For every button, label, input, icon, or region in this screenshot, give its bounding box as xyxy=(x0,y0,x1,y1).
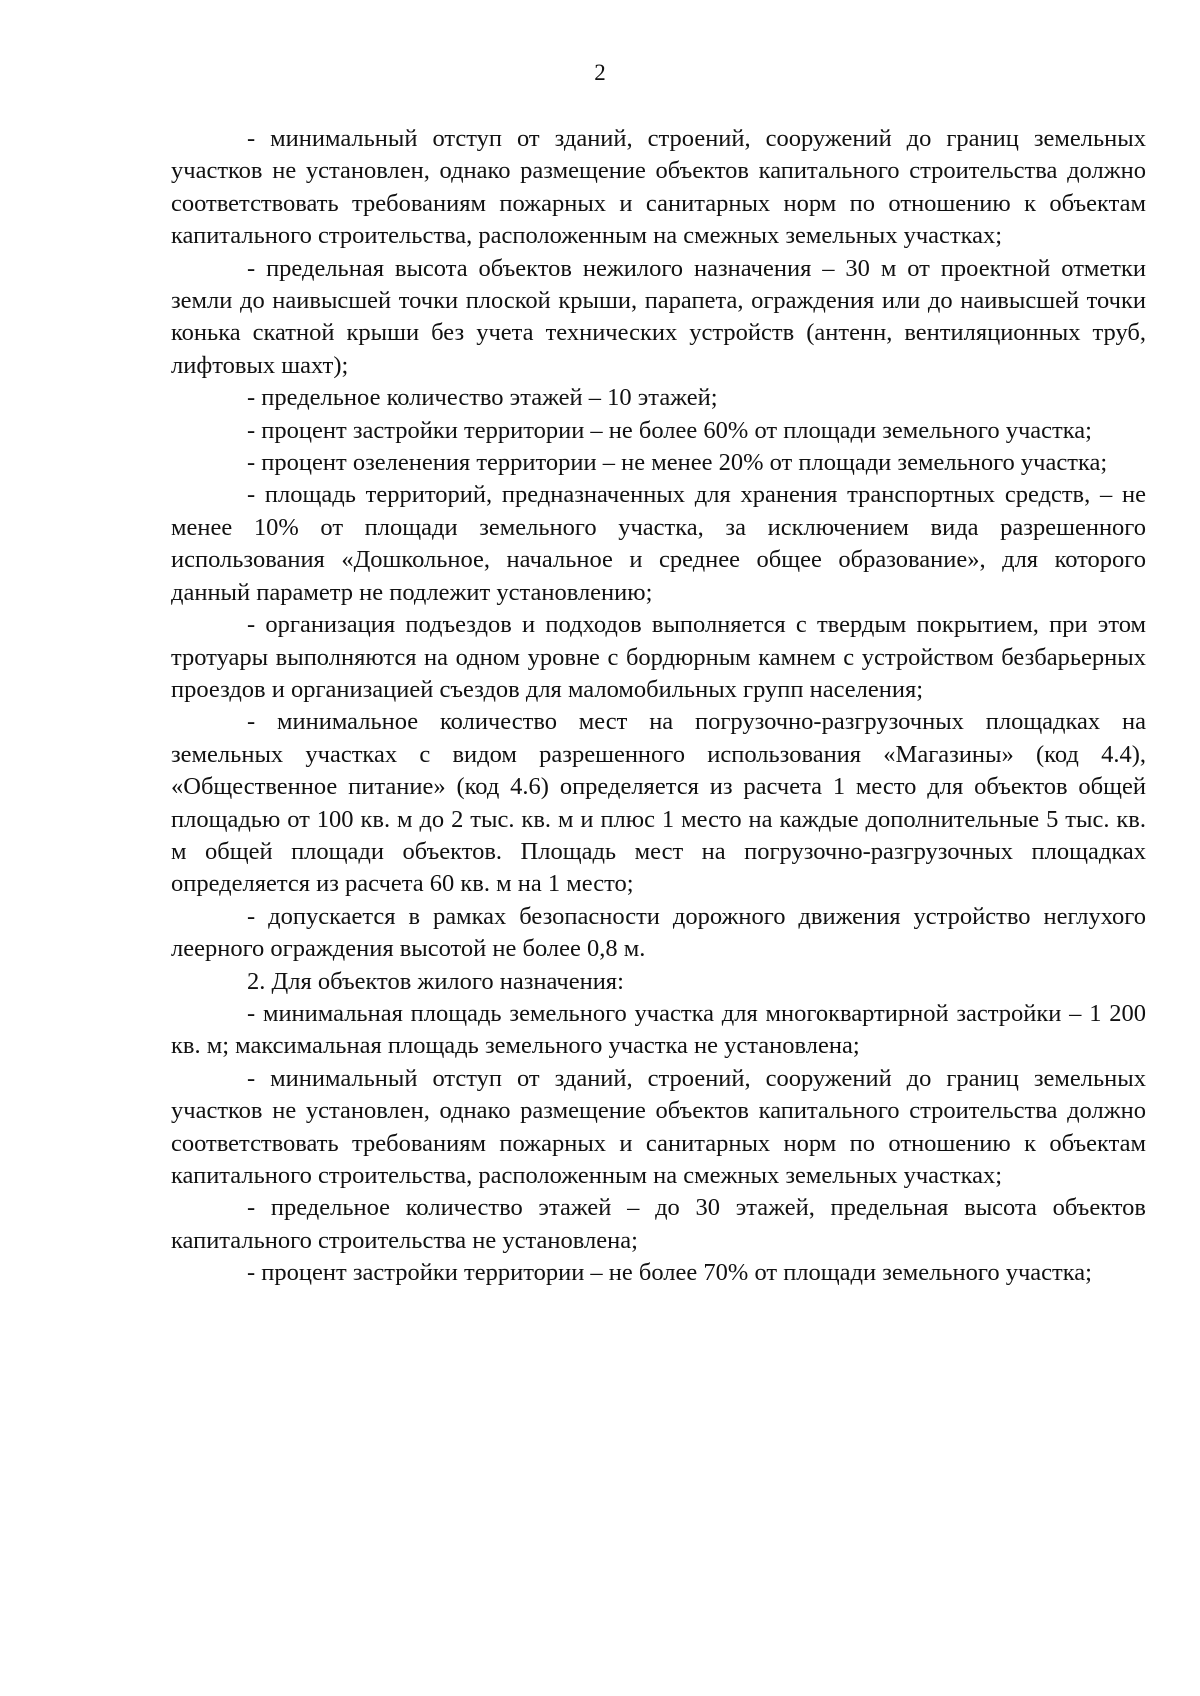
paragraph-fence-allowance: - допускается в рамках безопасности дорожного движения устройство неглухого леерного ограждения высотой не более 0,8 м. xyxy=(171,902,1146,963)
paragraph-vehicle-storage-area: - площадь территорий, предназначенных для хранения транспортных средств, – не менее 10% от площади земельного участка, за исключением вида разрешенного использования «Дошкольное, начальное и среднее общее образование», для которого данный параметр не подлежит установлению; xyxy=(171,481,1146,606)
document-body xyxy=(171,123,1146,1290)
paragraph-max-floors-residential: - предельное количество этажей – до 30 этажей, предельная высота объектов капитального строительства не установлена; xyxy=(171,1194,1146,1254)
paragraph-max-floors-nonresidential: - предельное количество этажей – 10 этажей; xyxy=(247,384,718,412)
section-heading-residential: 2. Для объектов жилого назначения: xyxy=(247,967,624,995)
paragraph-max-height-nonresidential: - предельная высота объектов нежилого назначения – 30 м от проектной отметки земли до наивысшей точки плоской крыши, парапета, ограждения или до наивысшей точки конька скатной крыши без учета технических устройств (антенн, вентиляционных труб, лифтовых шахт); xyxy=(171,254,1146,379)
paragraph-min-plot-area-residential: - минимальная площадь земельного участка для многоквартирной застройки – 1 200 кв. м; максимальная площадь земельного участка не установлена; xyxy=(171,999,1146,1060)
paragraph-access-organization: - организация подъездов и подходов выполняется с твердым покрытием, при этом тротуары выполняются на одном уровне с бордюрным камнем с устройством безбарьерных проездов и организацией съездов для маломобильных групп населения; xyxy=(171,611,1146,703)
paragraph-building-coverage-residential: - процент застройки территории – не более 70% от площади земельного участка; xyxy=(247,1259,1092,1287)
paragraph-min-setback-nonresidential: - минимальный отступ от зданий, строений, сооружений до границ земельных участков не установлен, однако размещение объектов капитального строительства должно соответствовать требованиям пожарных и санитарных норм по отношению к объектам капитального строительства, расположенным на смежных земельных участках; xyxy=(171,125,1146,250)
paragraph-loading-areas: - минимальное количество мест на погрузочно-разгрузочных площадках на земельных участках с видом разрешенного использования «Магазины» (код 4.4), «Общественное питание» (код 4.6) определяется из расчета 1 место для объектов общей площадью от 100 кв. м до 2 тыс. кв. м и плюс 1 место на каждые дополнительные 5 тыс. кв. м общей площади объектов. Площадь мест на погрузочно-разгрузочных площадках определяется из расчета 60 кв. м на 1 место; xyxy=(171,708,1146,898)
paragraph-building-coverage-nonresidential: - процент застройки территории – не более 60% от площади земельного участка; xyxy=(247,416,1092,444)
page-number: 2 xyxy=(594,60,606,85)
paragraph-min-setback-residential: - минимальный отступ от зданий, строений, сооружений до границ земельных участков не установлен, однако размещение объектов капитального строительства должно соответствовать требованиям пожарных и санитарных норм по отношению к объектам капитального строительства, расположенным на смежных земельных участках; xyxy=(171,1064,1146,1189)
paragraph-greening-percent: - процент озеленения территории – не менее 20% от площади земельного участка; xyxy=(247,449,1108,477)
